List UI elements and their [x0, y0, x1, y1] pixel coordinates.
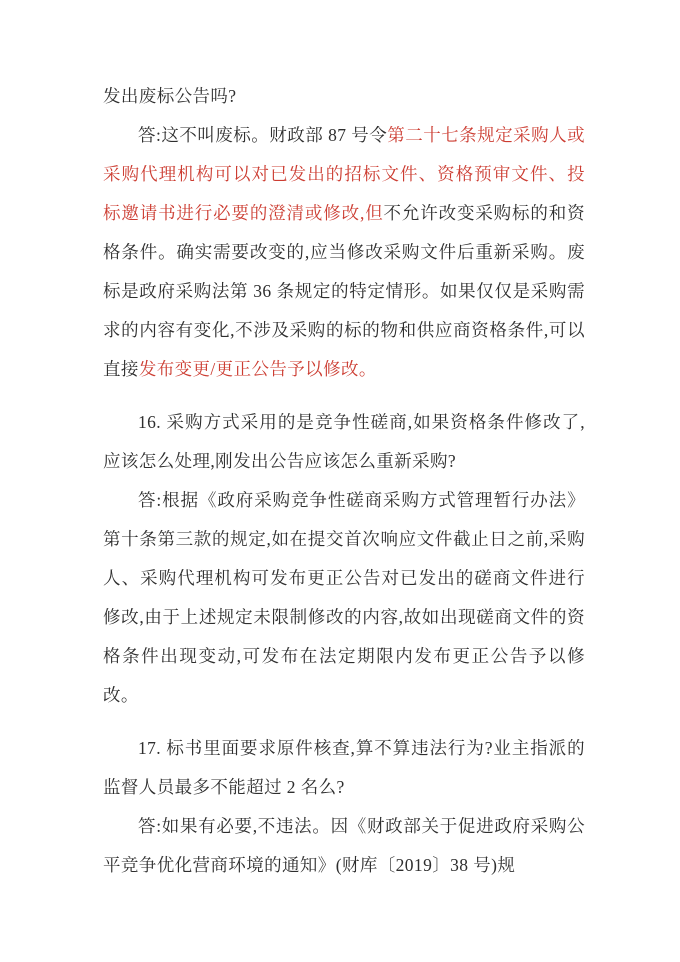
paragraph-question-17 — [103, 729, 585, 807]
text-run-black: 答:如果有必要,不违法。因《财政部关于促进政府采购公平竞争优化营商环境的通知》(财库〔2019〕38 号)规 — [103, 816, 585, 875]
paragraph-answer-15 — [103, 116, 585, 389]
text-run-black: 答:这不叫废标。财政部 87 号令 — [138, 125, 388, 145]
text-run-red: 发布变更/更正公告予以修改。 — [138, 359, 377, 379]
paragraph-question-16 — [103, 403, 585, 481]
paragraph-answer-16 — [103, 481, 585, 715]
text-run-black: 17. 标书里面要求原件核查,算不算违法行为?业主指派的监督人员最多不能超过 2 名么? — [103, 738, 585, 797]
paragraph-answer-17 — [103, 807, 585, 885]
text-run-black: 答:根据《政府采购竞争性磋商采购方式管理暂行办法》第十条第三款的规定,如在提交首次响应文件截止日之前,采购人、采购代理机构可发布更正公告对已发出的磋商文件进行修改,由于上述规定未限制修改的内容,故如出现磋商文件的资格条件出现变动,可发布在法定期限内发布更正公告予以修改。 — [103, 490, 585, 705]
text-run-black: 16. 采购方式采用的是竞争性磋商,如果资格条件修改了,应该怎么处理,刚发出公告应该怎么重新采购? — [103, 412, 585, 471]
text-run-black: 不允许改变采购标的和资格条件。确实需要改变的,应当修改采购文件后重新采购。废标是政府采购法第 36 条规定的特定情形。如果仅仅是采购需求的内容有变化,不涉及采购的标的物和供应商资格条件,可以直接 — [103, 203, 585, 379]
text-run-red: 第二十七条规定采购人或采购代理机构可以对已发出的招标文件、资格预审文件、投标邀请书进行必要的澄清或修改,但 — [103, 125, 585, 223]
text-run-black: 发出废标公告吗? — [103, 86, 237, 106]
paragraph-question-15-tail — [103, 77, 585, 116]
